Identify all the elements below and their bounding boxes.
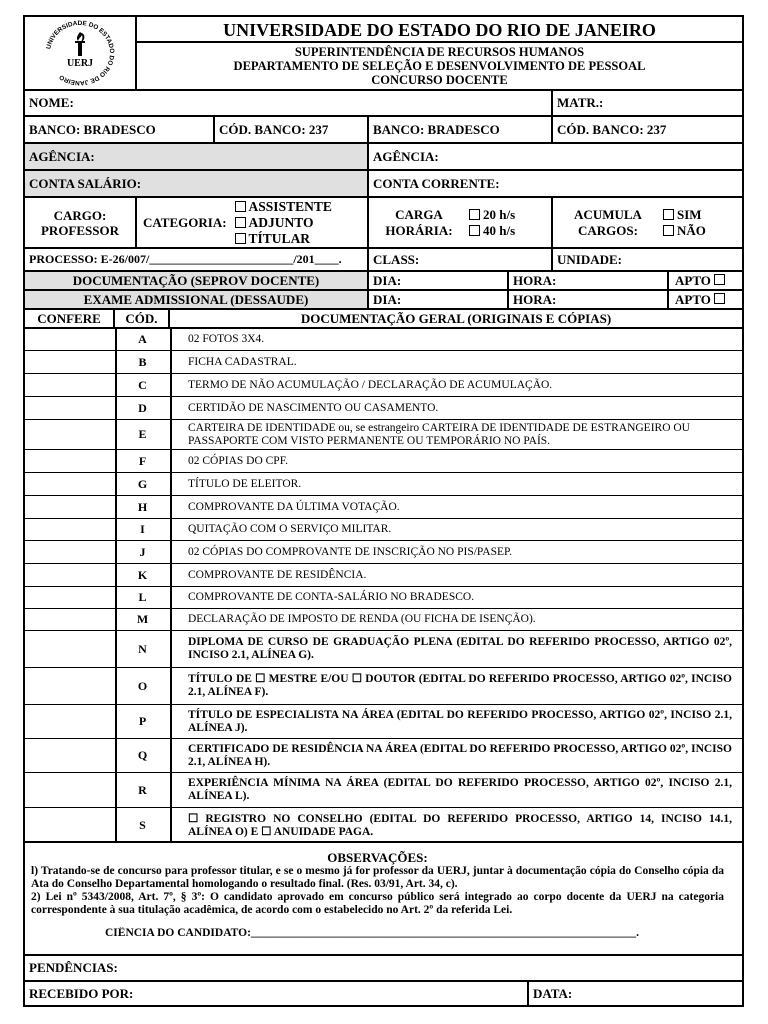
- confere-cell[interactable]: [25, 420, 117, 449]
- row-document-text: 02 CÓPIAS DO CPF.: [188, 454, 289, 467]
- table-row: [25, 450, 742, 473]
- confere-cell[interactable]: [25, 397, 117, 419]
- row-document: [170, 609, 742, 630]
- row-document-text: TÍTULO DE ELEITOR.: [188, 477, 302, 490]
- checkbox-icon: [235, 201, 246, 212]
- table-row: [25, 351, 742, 374]
- row-document-text: DECLARAÇÃO DE IMPOSTO DE RENDA (OU FICHA DE ISENÇÃO).: [188, 613, 536, 625]
- cargo-value: PROFESSOR: [40, 222, 119, 238]
- confere-cell[interactable]: [25, 541, 117, 563]
- row-code: F: [115, 450, 172, 472]
- exame-label: EXAME ADMISSIONAL (DESSAUDE): [25, 291, 369, 308]
- agencia-corrente-field[interactable]: AGÊNCIA:: [373, 148, 439, 164]
- row-document-text: DIPLOMA DE CURSO DE GRADUAÇÃO PLENA (EDITAL DO REFERIDO PROCESSO, ARTIGO 02º, INCISO 2.1, ALÍNEA G).: [188, 636, 732, 661]
- observacoes-title: OBSERVAÇÕES:: [327, 850, 428, 865]
- subtitle-3: CONCURSO DOCENTE: [371, 73, 508, 87]
- subtitle-2: DEPARTAMENTO DE SELEÇÃO E DESENVOLVIMENTO DE PESSOAL: [233, 59, 646, 73]
- row-document: [170, 587, 742, 608]
- row-document-text: ☐ REGISTRO NO CONSELHO (EDITAL DO REFERIDO PROCESSO, ARTIGO 14, INCISO 14.1, ALÍNEA O) E ☐ ANUIDADE PAGA.: [188, 812, 732, 838]
- seprov-hora[interactable]: HORA:: [509, 272, 669, 289]
- acumula-option-nao[interactable]: NÃO: [663, 223, 706, 239]
- table-row: [25, 739, 742, 773]
- confere-cell[interactable]: [25, 609, 117, 630]
- row-document-text: COMPROVANTE DA ÚLTIMA VOTAÇÃO.: [188, 500, 400, 513]
- row-document: [170, 420, 742, 449]
- table-row: [25, 564, 742, 587]
- row-code: J: [115, 541, 172, 563]
- confere-cell[interactable]: [25, 808, 117, 843]
- col-confere: CONFERE: [25, 310, 115, 327]
- confere-cell[interactable]: [25, 473, 117, 495]
- table-header: [25, 310, 742, 329]
- table-row: [25, 374, 742, 397]
- table-row: [25, 705, 742, 739]
- row-code: G: [115, 473, 172, 495]
- row-code: B: [115, 351, 172, 373]
- row-document: [170, 541, 742, 563]
- row-document: [170, 808, 742, 843]
- acumula-option-sim[interactable]: SIM: [663, 207, 706, 223]
- form: [23, 15, 744, 1007]
- nome-field[interactable]: NOME:: [25, 91, 553, 115]
- categoria-option-titular[interactable]: TÍTULAR: [235, 231, 332, 247]
- row-document-text: QUITAÇÃO COM O SERVIÇO MILITAR.: [188, 523, 392, 535]
- confere-cell[interactable]: [25, 739, 117, 772]
- row-document-text: 02 FOTOS 3X4.: [188, 333, 265, 345]
- checkbox-icon: [469, 209, 480, 220]
- row-document-text: TÍTULO DE ☐ MESTRE E/OU ☐ DOUTOR (EDITAL DO REFERIDO PROCESSO, ARTIGO 02º, INCISO 2.1, ALÍNEA F).: [188, 673, 732, 698]
- table-row: [25, 519, 742, 541]
- confere-cell[interactable]: [25, 564, 117, 586]
- cod-banco-corrente: CÓD. BANCO: 237: [557, 121, 667, 137]
- exame-dia[interactable]: DIA:: [369, 291, 509, 308]
- table-row: [25, 587, 742, 609]
- class-field[interactable]: CLASS:: [369, 249, 553, 270]
- seprov-label: DOCUMENTAÇÃO (SEPROV DOCENTE): [25, 272, 369, 289]
- row-code: C: [115, 374, 172, 396]
- checkbox-icon: [714, 293, 725, 304]
- row-document: [170, 450, 742, 472]
- row-document-text: CERTIDÃO DE NASCIMENTO OU CASAMENTO.: [188, 401, 439, 414]
- acumula-label: ACUMULA: [574, 206, 642, 222]
- cargo-label: CARGO:: [53, 207, 107, 223]
- confere-cell[interactable]: [25, 705, 117, 738]
- table-row: [25, 496, 742, 519]
- categoria-option-adjunto[interactable]: ADJUNTO: [235, 215, 332, 231]
- confere-cell[interactable]: [25, 329, 117, 350]
- row-document-text: CERTIFICADO DE RESIDÊNCIA NA ÁREA (EDITAL DO REFERIDO PROCESSO, ARTIGO 02º, INCISO 2.1, ALÍNEA H).: [188, 742, 732, 768]
- data-field[interactable]: DATA:: [533, 985, 573, 1001]
- checkbox-icon: [469, 225, 480, 236]
- row-document-text: TÍTULO DE ESPECIALISTA NA ÁREA (EDITAL DO REFERIDO PROCESSO, ARTIGO 02º, INCISO 2.1, ALÍNEA J).: [188, 708, 732, 734]
- table-row: [25, 397, 742, 420]
- table-row: [25, 773, 742, 808]
- row-code: K: [115, 564, 172, 586]
- confere-cell[interactable]: [25, 668, 117, 704]
- row-seprov: [25, 272, 742, 291]
- row-document-text: 02 CÓPIAS DO COMPROVANTE DE INSCRIÇÃO NO PIS/PASEP.: [188, 545, 512, 558]
- row-conta: [25, 171, 742, 198]
- confere-cell[interactable]: [25, 519, 117, 540]
- table-row: [25, 808, 742, 843]
- svg-text:UERJ: UERJ: [66, 58, 94, 69]
- carga-cell: [369, 198, 553, 247]
- col-documentacao: DOCUMENTAÇÃO GERAL (ORIGINAIS E CÓPIAS): [300, 310, 612, 326]
- acumula-label-2: CARGOS:: [578, 222, 638, 238]
- confere-cell[interactable]: [25, 351, 117, 373]
- table-row: [25, 420, 742, 450]
- uerj-logo: [37, 20, 123, 86]
- logo-cell: [25, 17, 137, 89]
- banco-salario: BANCO: BRADESCO: [25, 117, 215, 142]
- row-code: R: [115, 773, 172, 807]
- banco-corrente: BANCO: BRADESCO: [369, 117, 553, 142]
- row-code: S: [115, 808, 172, 843]
- university-title: UNIVERSIDADE DO ESTADO DO RIO DE JANEIRO: [137, 17, 742, 43]
- observacoes: [25, 843, 742, 956]
- row-pendencias: [25, 956, 742, 982]
- categoria-label: CATEGORIA:: [143, 214, 227, 230]
- row-code: I: [115, 519, 172, 540]
- confere-cell[interactable]: [25, 496, 117, 518]
- carga-label: CARGA: [395, 206, 443, 222]
- title-cell: [137, 17, 742, 89]
- table-row: [25, 668, 742, 705]
- row-document: [170, 374, 742, 396]
- checkbox-icon: [235, 217, 246, 228]
- row-document: [170, 496, 742, 518]
- table-row: [25, 609, 742, 631]
- table-row: [25, 473, 742, 496]
- cargo-cell: [25, 198, 137, 247]
- categoria-option-assistente[interactable]: ASSISTENTE: [235, 199, 332, 215]
- observacao-2: 2) Lei nº 5343/2008, Art. 7º, § 3º: O candidato aprovado em concurso público será integrado ao corpo docente da UERJ na categoria correspondente à sua titulação acadêmica, de acordo com o estabelecido no Art. 2º da referida Lei.: [31, 891, 724, 916]
- carga-option-20[interactable]: 20 h/s: [469, 207, 515, 223]
- svg-text:UNIVERSIDADE DO ESTADO DO RIO: UNIVERSIDADE DO ESTADO DO RIO DE JANEIRO: [45, 20, 116, 86]
- row-agencia: [25, 144, 742, 171]
- checkbox-icon: [663, 209, 674, 220]
- row-document: [170, 564, 742, 586]
- pendencias-field[interactable]: PENDÊNCIAS:: [29, 960, 118, 975]
- row-recebido: [25, 982, 742, 1005]
- row-code: P: [115, 705, 172, 738]
- row-document: [170, 473, 742, 495]
- row-processo: [25, 249, 742, 272]
- row-nome: [25, 91, 742, 117]
- row-code: N: [115, 631, 172, 667]
- matr-field[interactable]: MATR.:: [557, 95, 604, 110]
- row-code: L: [115, 587, 172, 608]
- row-document: [170, 397, 742, 419]
- row-document-text: TERMO DE NÃO ACUMULAÇÃO / DECLARAÇÃO DE ACUMULAÇÃO.: [188, 378, 553, 391]
- confere-cell[interactable]: [25, 374, 117, 396]
- exame-apto[interactable]: APTO: [669, 291, 742, 308]
- observacao-1: l) Tratando-se de concurso para professor titular, e se o mesmo já for professor da UERJ, juntar à documentação cópia do Conselho cópia da Ata do Conselho Departamental homologando o resultado final. (Res. 03/91, Art. 34, c).: [31, 865, 724, 890]
- row-code: D: [115, 397, 172, 419]
- row-code: A: [115, 329, 172, 350]
- processo-field[interactable]: PROCESSO: E-26/007/________________________/201____.: [25, 249, 369, 270]
- row-document-text: EXPERIÊNCIA MÍNIMA NA ÁREA (EDITAL DO REFERIDO PROCESSO, ARTIGO 02º, INCISO 2.1, ALÍNEA L).: [188, 777, 732, 802]
- documents-table: [25, 329, 742, 843]
- header: [25, 17, 742, 91]
- row-document-text: CARTEIRA DE IDENTIDADE ou, se estrangeiro CARTEIRA DE IDENTIDADE DE ESTRANGEIRO OU PASSAPORTE COM VISTO PERMANENTE OU TEMPORÁRIO NO PAÍS.: [188, 421, 690, 447]
- row-document: [170, 631, 742, 667]
- row-code: Q: [115, 739, 172, 772]
- row-document: [170, 739, 742, 772]
- carga-option-40[interactable]: 40 h/s: [469, 223, 515, 239]
- row-exame: [25, 291, 742, 310]
- unidade-field[interactable]: UNIDADE:: [557, 251, 622, 267]
- confere-cell[interactable]: [25, 631, 117, 667]
- ciencia-candidato[interactable]: CIÊNCIA DO CANDIDATO:___________________________________________________________________.: [105, 927, 640, 939]
- row-document: [170, 519, 742, 540]
- row-document-text: FICHA CADASTRAL.: [188, 355, 297, 368]
- row-document: [170, 329, 742, 350]
- subtitle-1: SUPERINTENDÊNCIA DE RECURSOS HUMANOS: [294, 45, 585, 59]
- row-code: H: [115, 496, 172, 518]
- checkbox-icon: [235, 233, 246, 244]
- row-document: [170, 773, 742, 807]
- table-row: [25, 541, 742, 564]
- row-document: [170, 705, 742, 738]
- row-banco: [25, 117, 742, 144]
- row-document-text: COMPROVANTE DE RESIDÊNCIA.: [188, 568, 367, 581]
- recebido-field[interactable]: RECEBIDO POR:: [25, 982, 529, 1005]
- conta-salario-field[interactable]: CONTA SALÁRIO:: [25, 171, 369, 196]
- agencia-salario-field[interactable]: AGÊNCIA:: [25, 144, 369, 169]
- acumula-cell: [553, 198, 742, 247]
- confere-cell[interactable]: [25, 450, 117, 472]
- row-document: [170, 351, 742, 373]
- cod-banco-salario: CÓD. BANCO: 237: [215, 117, 369, 142]
- confere-cell[interactable]: [25, 773, 117, 807]
- table-row: [25, 631, 742, 668]
- row-code: E: [115, 420, 172, 449]
- checkbox-icon: [663, 225, 674, 236]
- col-cod: CÓD.: [115, 310, 170, 327]
- categoria-cell: [137, 198, 369, 247]
- row-code: M: [115, 609, 172, 630]
- conta-corrente-field[interactable]: CONTA CORRENTE:: [373, 175, 500, 191]
- seprov-dia[interactable]: DIA:: [369, 272, 509, 289]
- table-row: [25, 329, 742, 351]
- exame-hora[interactable]: HORA:: [509, 291, 669, 308]
- row-document: [170, 668, 742, 704]
- confere-cell[interactable]: [25, 587, 117, 608]
- row-document-text: COMPROVANTE DE CONTA-SALÁRIO NO BRADESCO.: [188, 591, 475, 603]
- seprov-apto[interactable]: APTO: [669, 272, 742, 289]
- row-code: O: [115, 668, 172, 704]
- checkbox-icon: [714, 274, 725, 285]
- carga-label-2: HORÁRIA:: [385, 222, 453, 238]
- row-cargo: [25, 198, 742, 249]
